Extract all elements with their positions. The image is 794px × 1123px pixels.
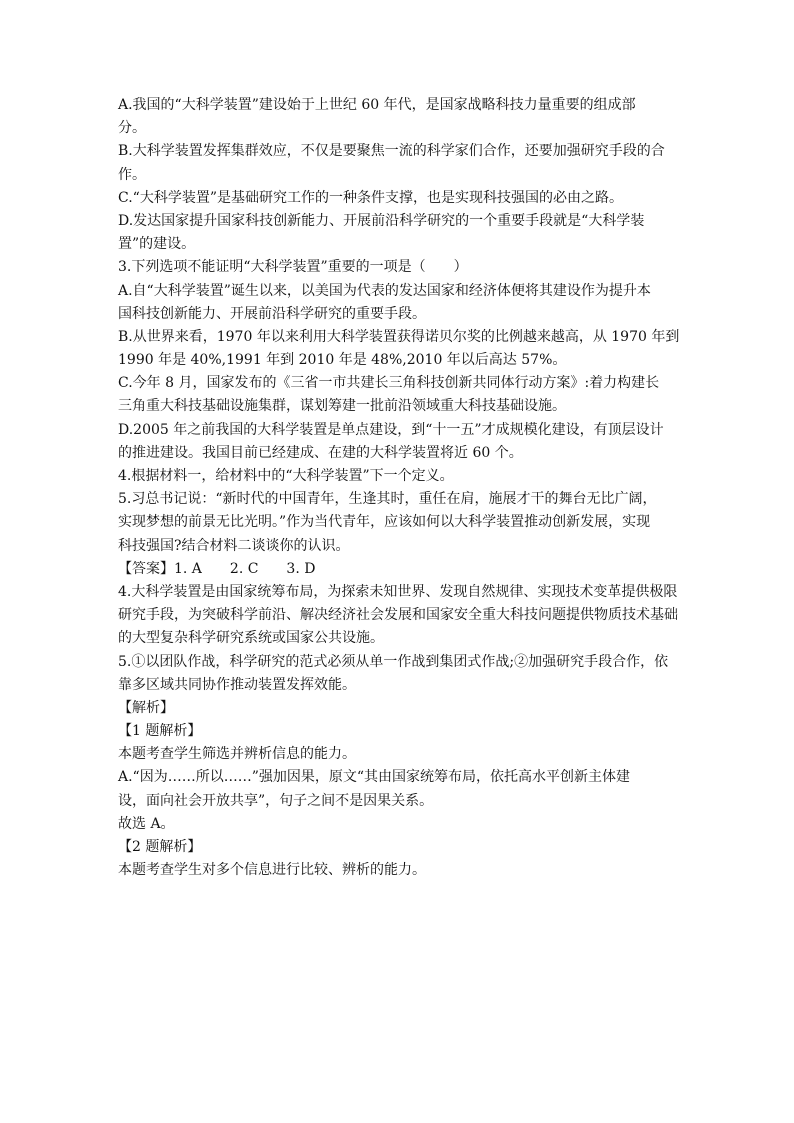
text-line: 【答案】1. A 2. C 3. D bbox=[118, 560, 316, 577]
text-line: 5.习总书记说：“新时代的中国青年，生逢其时，重任在肩，施展才干的舞台无比广阔， bbox=[118, 491, 657, 508]
text-line: B.大科学装置发挥集群效应，不仅是要聚焦一流的科学家们合作，还要加强研究手段的合 bbox=[118, 143, 665, 160]
text-line: 研究手段，为突破科学前沿、解决经济社会发展和国家安全重大科技问题提供物质技术基础 bbox=[118, 607, 678, 624]
text-line: 4.根据材料一，给材料中的“大科学装置”下一个定义。 bbox=[118, 468, 454, 484]
text-line: 国科技创新能力、开展前沿科学研究的重要手段。 bbox=[118, 305, 426, 322]
text-line: 3.下列选项不能证明“大科学装置”重要的一项是（ ） bbox=[118, 259, 468, 276]
text-line: 置”的建设。 bbox=[118, 236, 196, 253]
text-line: 靠多区域共同协作推动装置发挥效能。 bbox=[118, 676, 356, 693]
text-line: 5.①以团队作战，科学研究的范式必须从单一作战到集团式作战;②加强研究手段合作，依 bbox=[118, 653, 669, 670]
text-line: 作。 bbox=[118, 166, 146, 183]
text-line: D.发达国家提升国家科技创新能力、开展前沿科学研究的一个重要手段就是“大科学装 bbox=[118, 212, 645, 229]
text-line: 的推进建设。我国目前已经建成、在建的大科学装置将近 60 个。 bbox=[118, 444, 523, 461]
text-line: 1990 年是 40%,1991 年到 2010 年是 48%,2010 年以后高达 57%。 bbox=[118, 352, 567, 369]
text-line: 【2 题解析】 bbox=[118, 839, 202, 855]
text-line: 设，面向社会开放共享”，句子之间不是因果关系。 bbox=[118, 792, 434, 809]
text-line: 的大型复杂科学研究系统或国家公共设施。 bbox=[118, 630, 384, 647]
text-line: D.2005 年之前我国的大科学装置是单点建设，到“十一五”才成规模化建设，有顶层设计 bbox=[118, 421, 664, 438]
text-line: 科技强国?结合材料二谈谈你的认识。 bbox=[118, 537, 350, 554]
text-line: B.从世界来看，1970 年以来利用大科学装置获得诺贝尔奖的比例越来越高，从 1970 年到 bbox=[118, 328, 680, 345]
text-line: 本题考查学生筛选并辨析信息的能力。 bbox=[118, 746, 356, 763]
text-line: A.自“大科学装置”诞生以来，以美国为代表的发达国家和经济体便将其建设作为提升本 bbox=[118, 282, 651, 299]
text-line: C.“大科学装置”是基础研究工作的一种条件支撑，也是实现科技强国的必由之路。 bbox=[118, 189, 623, 206]
text-line: 本题考查学生对多个信息进行比较、辨析的能力。 bbox=[118, 862, 426, 879]
text-line: 三角重大科技基础设施集群，谋划筹建一批前沿领域重大科技基础设施。 bbox=[118, 398, 566, 415]
text-line: C.今年 8 月，国家发布的《三省一市共建长三角科技创新共同体行动方案》:着力构建长 bbox=[118, 375, 660, 392]
text-line: 【1 题解析】 bbox=[118, 723, 202, 740]
text-line: 【解析】 bbox=[118, 699, 174, 716]
text-line: A.我国的“大科学装置”建设始于上世纪 60 年代，是国家战略科技力量重要的组成部 bbox=[118, 97, 636, 113]
text-line: 4.大科学装置是由国家统筹布局，为探索未知世界、发现自然规律、实现技术变革提供极限 bbox=[118, 583, 678, 600]
text-line: 分。 bbox=[118, 120, 146, 137]
text-line: 实现梦想的前景无比光明。”作为当代青年，应该如何以大科学装置推动创新发展，实现 bbox=[118, 514, 651, 531]
text-line: A.“因为……所以……”强加因果，原文“其由国家统筹布局，依托高水平创新主体建 bbox=[118, 769, 631, 786]
document-page bbox=[118, 94, 678, 882]
text-line: 故选 A。 bbox=[118, 815, 175, 832]
